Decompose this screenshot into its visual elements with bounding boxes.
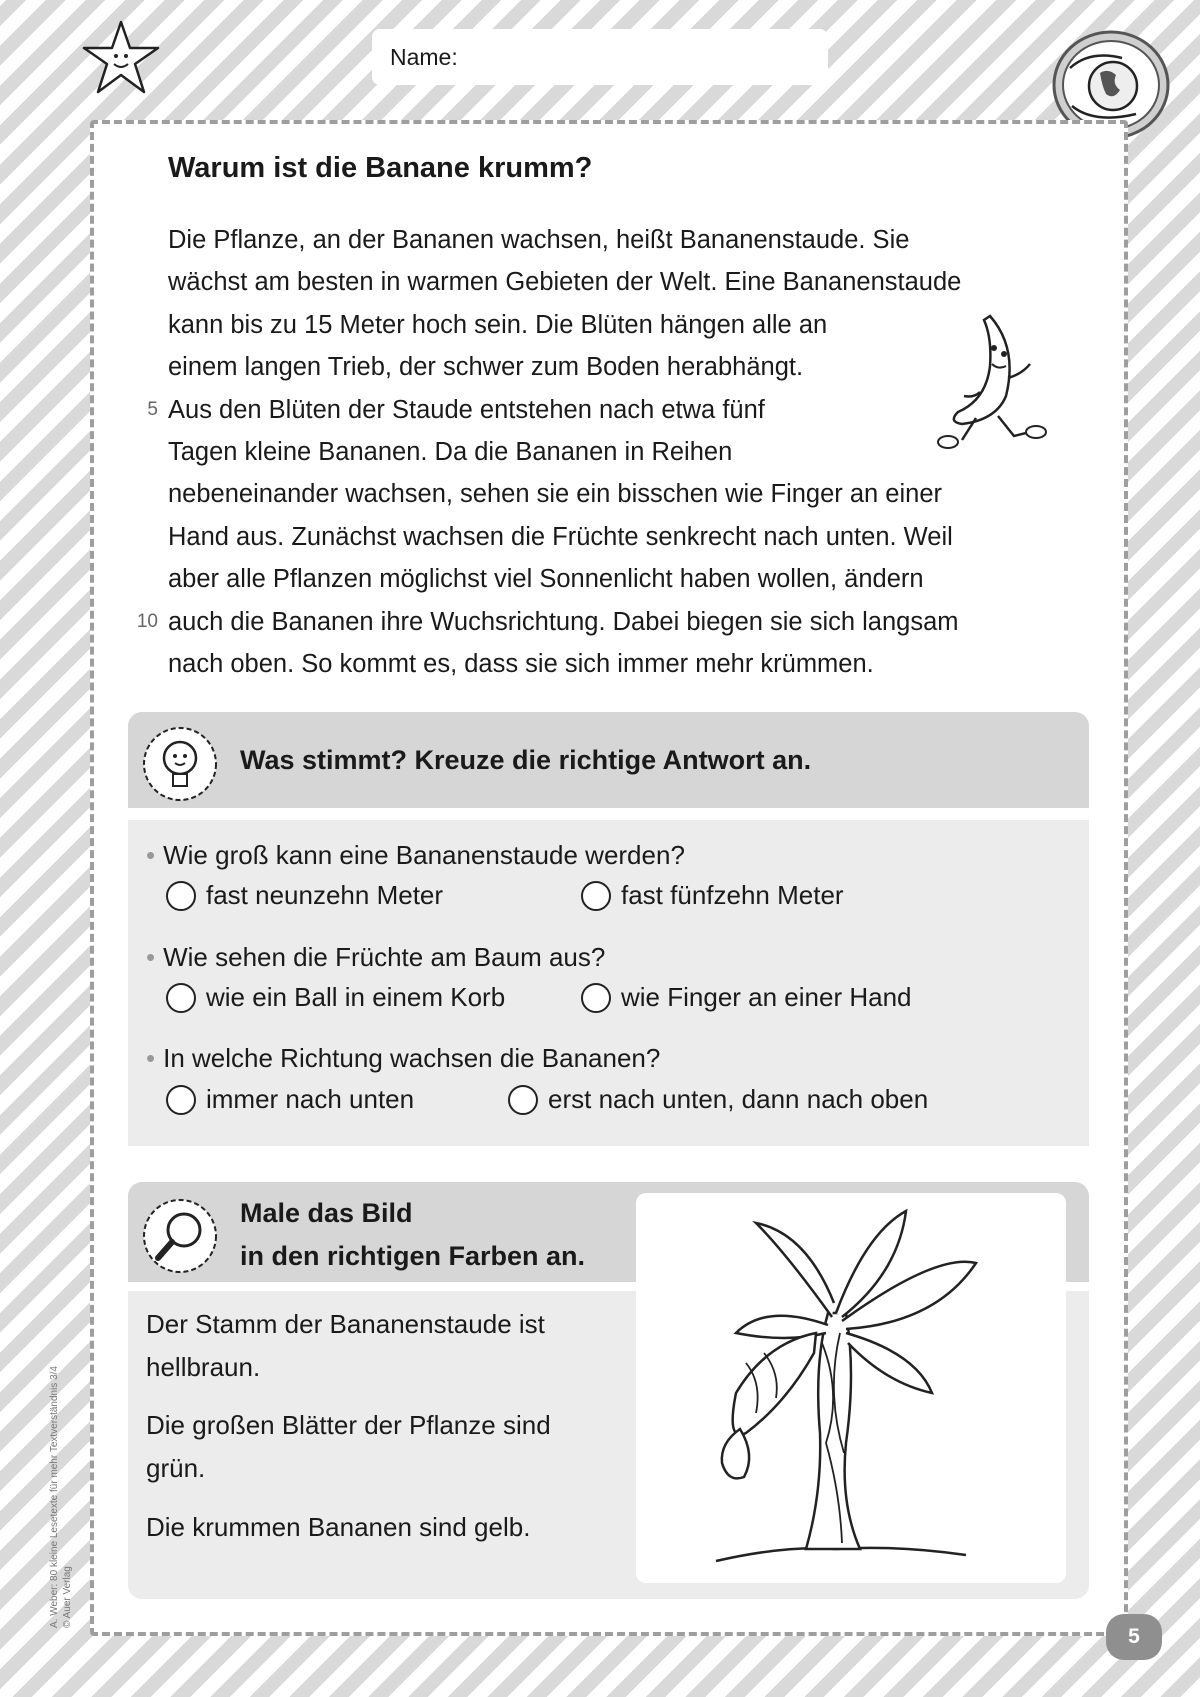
question-1: • Wie groß kann eine Bananenstaude werden? <box>146 840 685 870</box>
lightbulb-icon <box>140 724 220 804</box>
task2-title-line1: Male das Bild <box>240 1198 413 1228</box>
magnifier-icon <box>140 1196 220 1276</box>
story-line-text: Tagen kleine Bananen. Da die Bananen in Reihen <box>168 437 733 466</box>
story-line-text: Die Pflanze, an der Bananen wachsen, heißt Bananenstaude. Sie <box>168 226 910 254</box>
story-line-text: einem langen Trieb, der schwer zum Boden herabhängt. <box>168 353 804 382</box>
radio-button[interactable] <box>508 1085 538 1115</box>
banana-character-illustration <box>918 308 1058 464</box>
story-line-text: Aus den Blüten der Staude entstehen nach etwa fünf <box>168 395 765 424</box>
name-label: Name: <box>390 44 458 70</box>
copyright-credit: A. Weber: 80 kleine Lesetexte für mehr Textverständnis 3/4 © Auer Verlag <box>49 1366 73 1628</box>
story-line-text: aber alle Pflanzen möglichst viel Sonnenlicht haben wollen, ändern <box>168 565 924 594</box>
question-3-option-b[interactable]: erst nach unten, dann nach oben <box>508 1084 928 1115</box>
question-2-option-b[interactable]: wie Finger an einer Hand <box>581 982 912 1013</box>
story-line-text: nach oben. So kommt es, dass sie sich immer mehr krümmen. <box>168 649 874 678</box>
story-line-text: kann bis zu 15 Meter hoch sein. Die Blüten hängen alle an <box>168 310 828 339</box>
coloring-picture-box[interactable] <box>636 1193 1066 1583</box>
instruction-paragraph: Die großen Blätter der Pflanze sind grün. <box>146 1410 551 1483</box>
radio-button[interactable] <box>166 881 196 911</box>
story-line <box>168 473 1093 515</box>
radio-button[interactable] <box>166 1085 196 1115</box>
question-1-option-a[interactable]: fast neunzehn Meter <box>166 880 443 911</box>
story-line-text: Hand aus. Zunächst wachsen die Früchte senkrecht nach unten. Weil <box>168 522 953 551</box>
story-line <box>168 558 1093 600</box>
question-3: • In welche Richtung wachsen die Bananen? <box>146 1043 661 1073</box>
story-line <box>168 261 1093 303</box>
question-2: • Wie sehen die Früchte am Baum aus? <box>146 942 606 972</box>
story-line-text: wächst am besten in warmen Gebieten der Welt. Eine Bananenstaude <box>168 268 962 297</box>
question-2-option-a[interactable]: wie ein Ball in einem Korb <box>166 982 505 1013</box>
task2-title-line2: in den richtigen Farben an. <box>240 1241 586 1271</box>
story-line <box>168 516 1093 558</box>
task1-title: Was stimmt? Kreuze die richtige Antwort an. <box>240 745 812 775</box>
page-number: 5 <box>1106 1614 1162 1660</box>
story-line <box>136 601 1093 643</box>
story-line-text: auch die Bananen ihre Wuchsrichtung. Dabei biegen sie sich langsam <box>168 607 959 636</box>
banana-plant-drawing <box>636 1193 1066 1583</box>
page-title: Warum ist die Banane krumm? <box>168 152 593 184</box>
radio-button[interactable] <box>166 983 196 1013</box>
story-line <box>168 643 1093 685</box>
radio-button[interactable] <box>581 983 611 1013</box>
story-line <box>168 219 1093 261</box>
question-3-option-a[interactable]: immer nach unten <box>166 1084 414 1115</box>
story-line-text: nebeneinander wachsen, sehen sie ein bisschen wie Finger an einer <box>168 480 943 509</box>
star-icon <box>80 18 162 98</box>
line-number: 10 <box>136 610 158 632</box>
instruction-paragraph: Der Stamm der Bananenstaude ist hellbraun. <box>146 1309 545 1382</box>
question-1-option-b[interactable]: fast fünfzehn Meter <box>581 880 844 911</box>
radio-button[interactable] <box>581 881 611 911</box>
line-number: 5 <box>147 398 158 420</box>
instruction-paragraph: Die krummen Bananen sind gelb. <box>146 1512 531 1542</box>
name-field[interactable] <box>372 29 828 85</box>
